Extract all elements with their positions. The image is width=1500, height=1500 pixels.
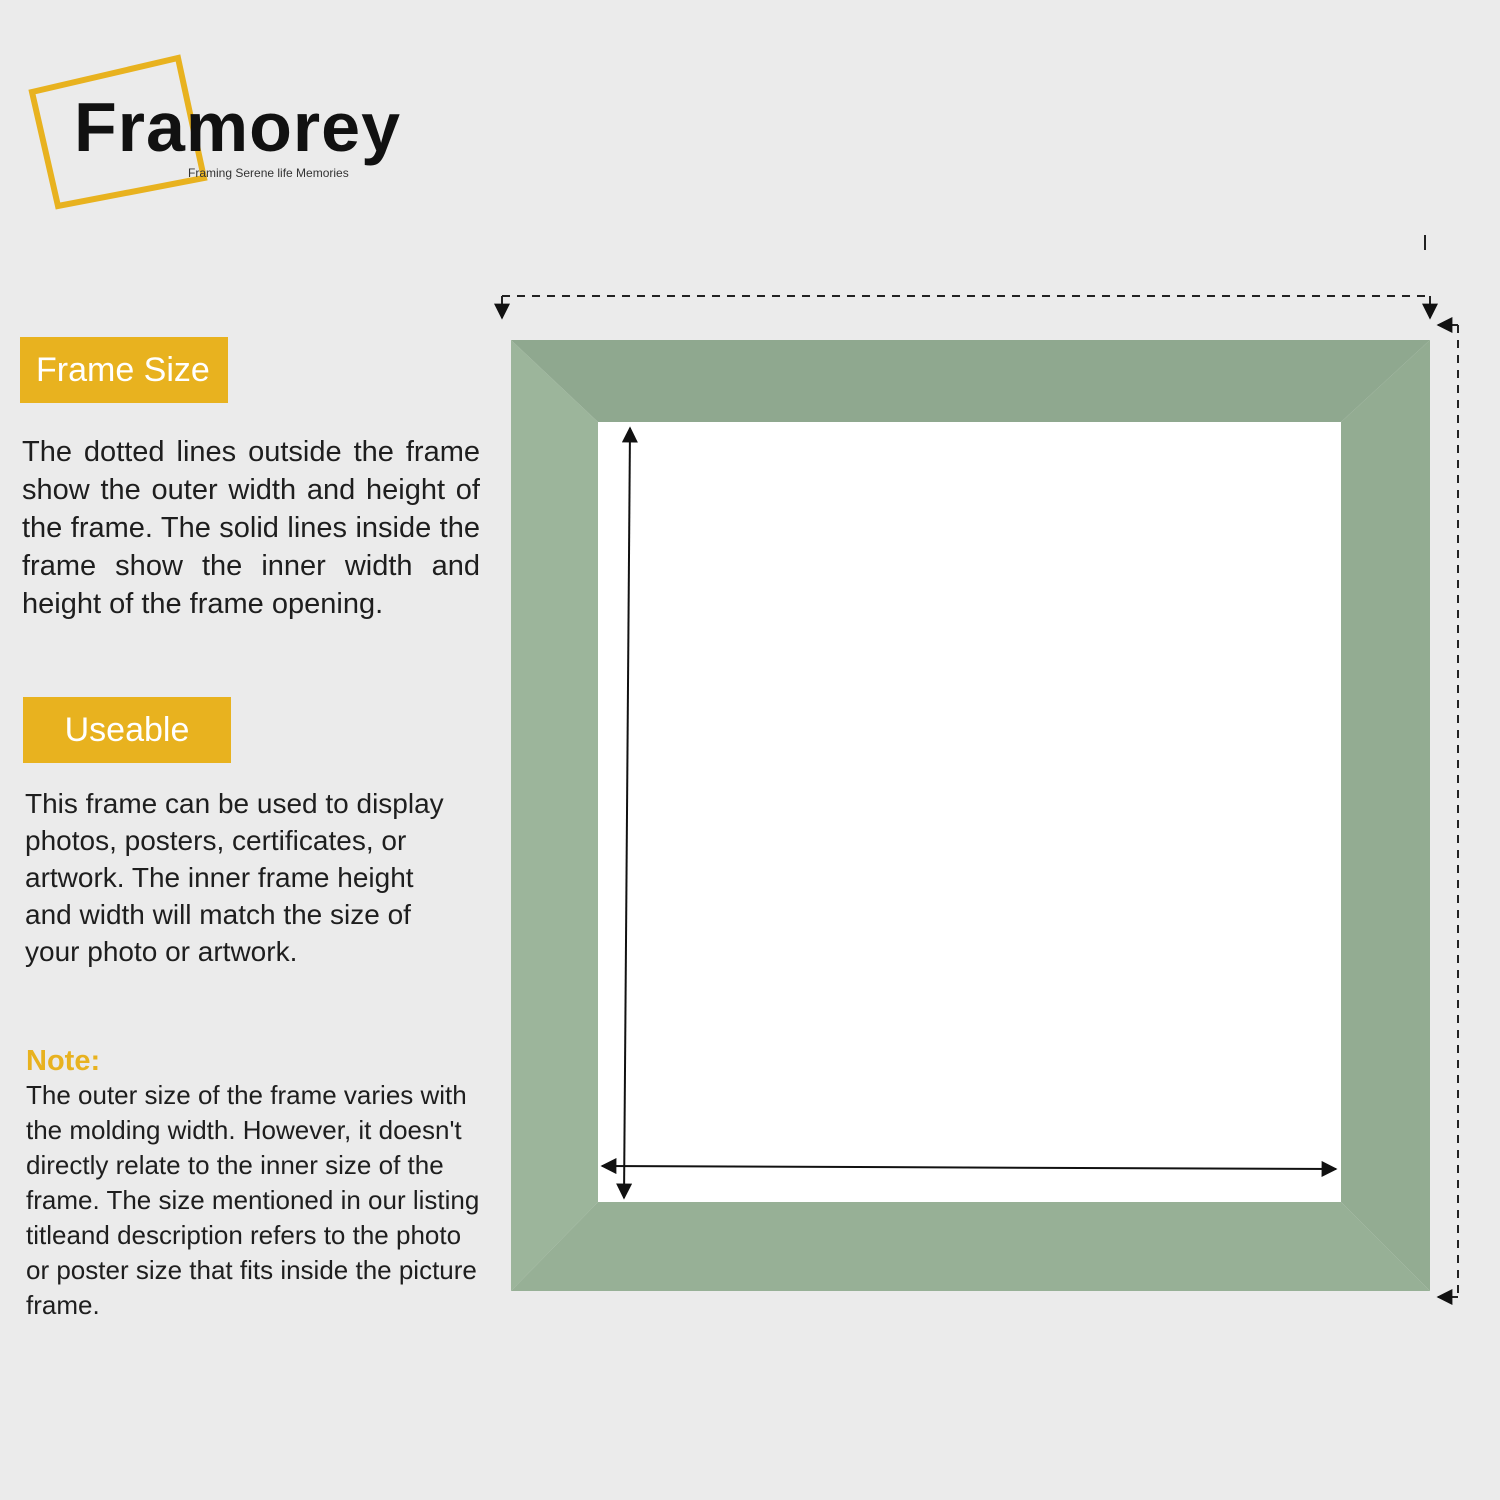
frame-size-text: The dotted lines outside the frame show the outer width and height of the frame. The solid lines inside the frame show the inner width and height of the frame opening.: [22, 436, 480, 620]
useable-text: This frame can be used to display photos, posters, certificates, or artwork. The inner frame height and width will match the size of your photo or artwork.: [25, 788, 444, 967]
logo-tagline: Framing Serene life Memories: [188, 166, 349, 180]
note-text: The outer size of the frame varies with the molding width. However, it doesn't directly relate to the inner size of the frame. The size mentioned in our listing titleand description refers to the photo or poster size that fits inside the picture frame.: [26, 1080, 480, 1320]
logo-wordmark: Framorey: [74, 88, 402, 166]
frame-size-heading: Frame Size: [20, 337, 228, 403]
frame-opening: [598, 422, 1341, 1202]
picture-frame: [511, 340, 1430, 1291]
useable-heading: Useable: [23, 697, 231, 763]
note-heading: Note:: [26, 1045, 101, 1077]
outer-width-dotted-line: [502, 296, 1430, 318]
